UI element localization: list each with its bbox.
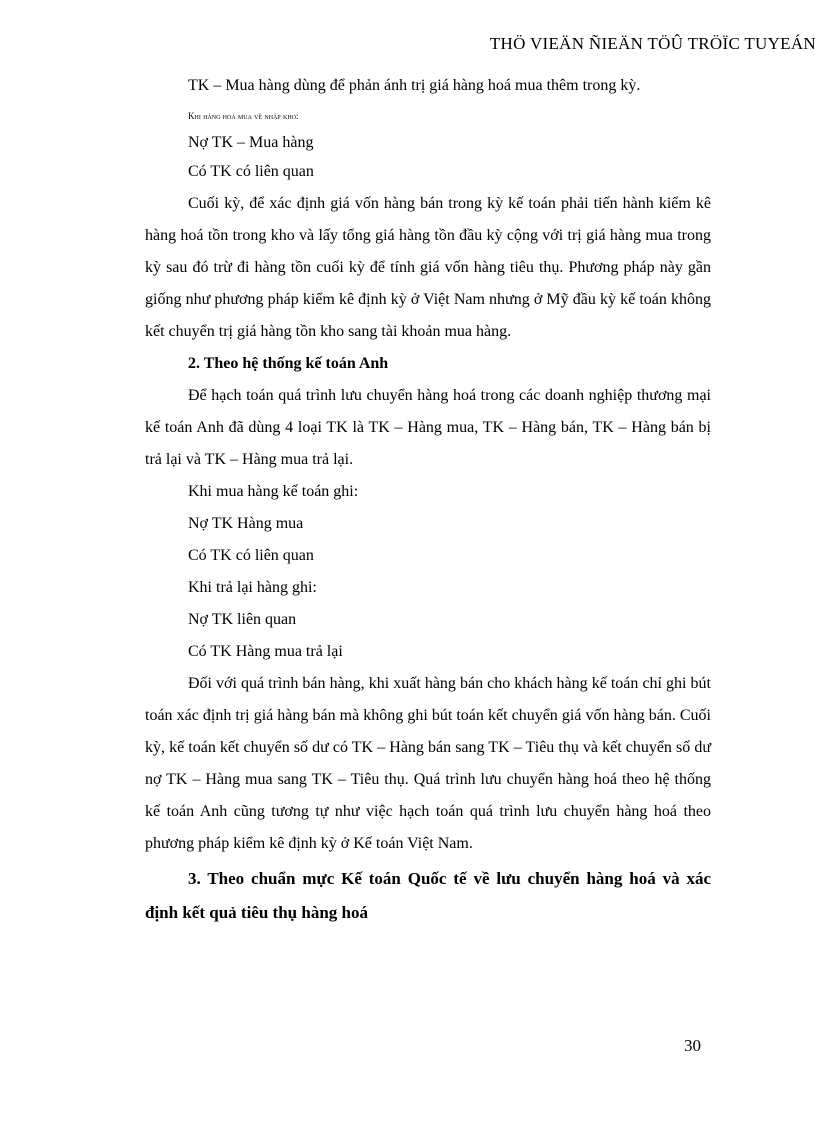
paragraph: Khi hàng hoá mua về nhập kho:: [188, 111, 299, 121]
page-number: 30: [684, 1036, 701, 1055]
entry-line: Có TK có liên quan: [188, 163, 314, 180]
entry-line: Có TK Hàng mua trả lại: [188, 643, 343, 660]
entry-line: Nợ TK Hàng mua: [188, 515, 304, 532]
paragraph: Để hạch toán quá trình lưu chuyển hàng hoá trong các doanh nghiệp thương mại kế toán Anh đã dùng 4 loại TK là TK – Hàng mua, TK – Hàng bán, TK – Hàng bán bị trả lại và TK – Hàng mua trả lại.: [145, 387, 711, 468]
site-header-title: THÖ VIEÄN ÑIEÄN TÖÛ TRÖÏC TUYEÁN: [489, 34, 816, 53]
entry-line: Nợ TK – Mua hàng: [188, 134, 314, 151]
section-heading: 2. Theo hệ thống kế toán Anh: [188, 355, 389, 372]
paragraph: TK – Mua hàng dùng để phản ánh trị giá hàng hoá mua thêm trong kỳ.: [188, 77, 641, 94]
document-body: [145, 70, 711, 930]
paragraph: Đối với quá trình bán hàng, khi xuất hàng bán cho khách hàng kế toán chỉ ghi bút toán xác định trị giá hàng bán mà không ghi bút toán kết chuyển giá vốn hàng bán. Cuối kỳ, kế toán kết chuyển số dư có TK – Hàng bán sang TK – Tiêu thụ và kết chuyển số dư nợ TK – Hàng mua sang TK – Tiêu thụ. Quá trình lưu chuyển hàng hoá theo hệ thống kế toán Anh cũng tương tự như việc hạch toán quá trình lưu chuyển hàng hoá theo phương pháp kiểm kê định kỳ ở Kế toán Việt Nam.: [145, 675, 711, 852]
section-heading: 3. Theo chuẩn mực Kế toán Quốc tế về lưu chuyển hàng hoá và xác định kết quả tiêu thụ hàng hoá: [145, 869, 711, 922]
paragraph: Khi mua hàng kế toán ghi:: [188, 483, 359, 500]
paragraph: Khi trả lại hàng ghi:: [188, 579, 317, 596]
entry-line: Nợ TK liên quan: [188, 611, 297, 628]
paragraph: Cuối kỳ, để xác định giá vốn hàng bán trong kỳ kế toán phải tiến hành kiểm kê hàng hoá tồn trong kho và lấy tổng giá hàng tồn đầu kỳ cộng với trị giá hàng mua trong kỳ sau đó trừ đi hàng tồn cuối kỳ để tính giá vốn hàng tiêu thụ. Phương pháp này gần giống như phương pháp kiểm kê định kỳ ở Việt Nam nhưng ở Mỹ đầu kỳ kế toán không kết chuyển trị giá hàng tồn kho sang tài khoản mua hàng.: [145, 195, 711, 340]
entry-line: Có TK có liên quan: [188, 547, 314, 564]
